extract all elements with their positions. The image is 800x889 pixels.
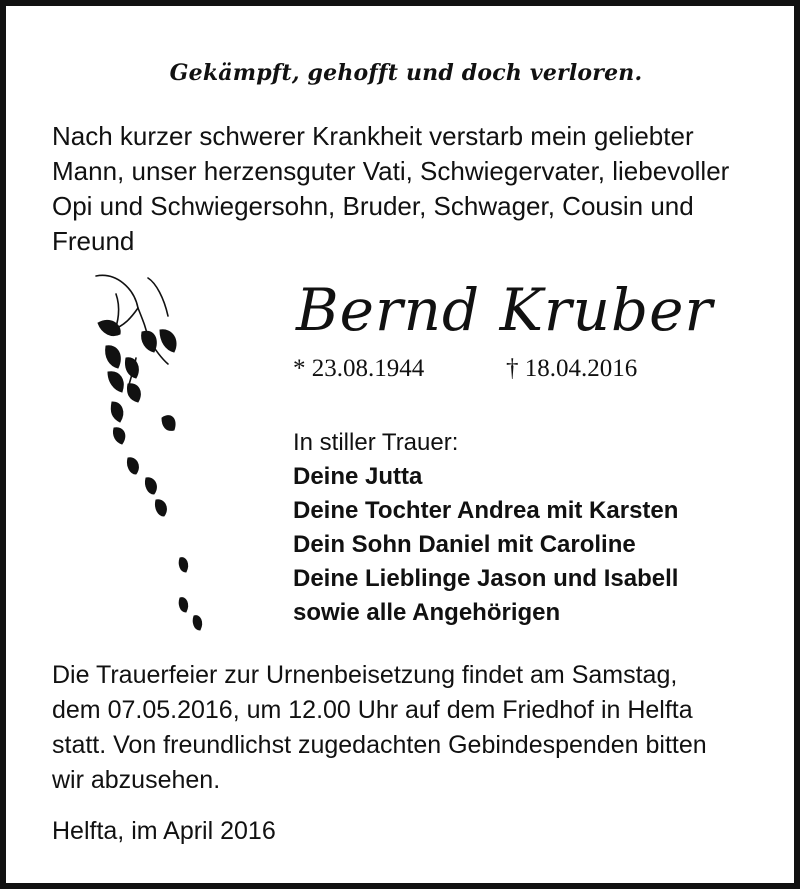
- mourner-name: sowie alle Angehörigen: [293, 599, 561, 626]
- notice-line: statt. Von freundlichst zugedachten Gebindespenden bitten: [52, 731, 707, 759]
- notice-line: Die Trauerfeier zur Urnenbeisetzung findet am Samstag,: [52, 661, 678, 689]
- notice-line: dem 07.05.2016, um 12.00 Uhr auf dem Friedhof in Helfta: [52, 696, 693, 724]
- mourner-name: Deine Tochter Andrea mit Karsten: [293, 497, 679, 524]
- intro-line: Mann, unser herzensguter Vati, Schwiegervater, liebevoller: [52, 156, 730, 186]
- death-date: † 18.04.2016: [506, 355, 638, 382]
- intro-line: Nach kurzer schwerer Krankheit verstarb mein geliebter: [52, 121, 694, 151]
- funeral-notice: [52, 658, 772, 798]
- mourners-heading: In stiller Trauer:: [293, 429, 459, 456]
- intro-line: Freund: [52, 226, 135, 256]
- notice-line: wir abzusehen.: [52, 766, 221, 794]
- motto-heading: Gekämpft, gehofft und doch verloren.: [169, 60, 643, 86]
- deceased-name: Bernd Kruber: [296, 276, 714, 344]
- intro-text: [52, 119, 772, 259]
- birth-date: * 23.08.1944: [293, 355, 425, 382]
- mourner-name: Deine Jutta: [293, 463, 423, 490]
- mourners-list: [293, 426, 783, 630]
- mourner-name: Deine Lieblinge Jason und Isabell: [293, 565, 679, 592]
- place-and-date: Helfta, im April 2016: [52, 817, 276, 845]
- mourner-name: Dein Sohn Daniel mit Caroline: [293, 531, 636, 558]
- intro-line: Opi und Schwiegersohn, Bruder, Schwager, Cousin und: [52, 191, 694, 221]
- falling-leaves-icon: [76, 268, 226, 648]
